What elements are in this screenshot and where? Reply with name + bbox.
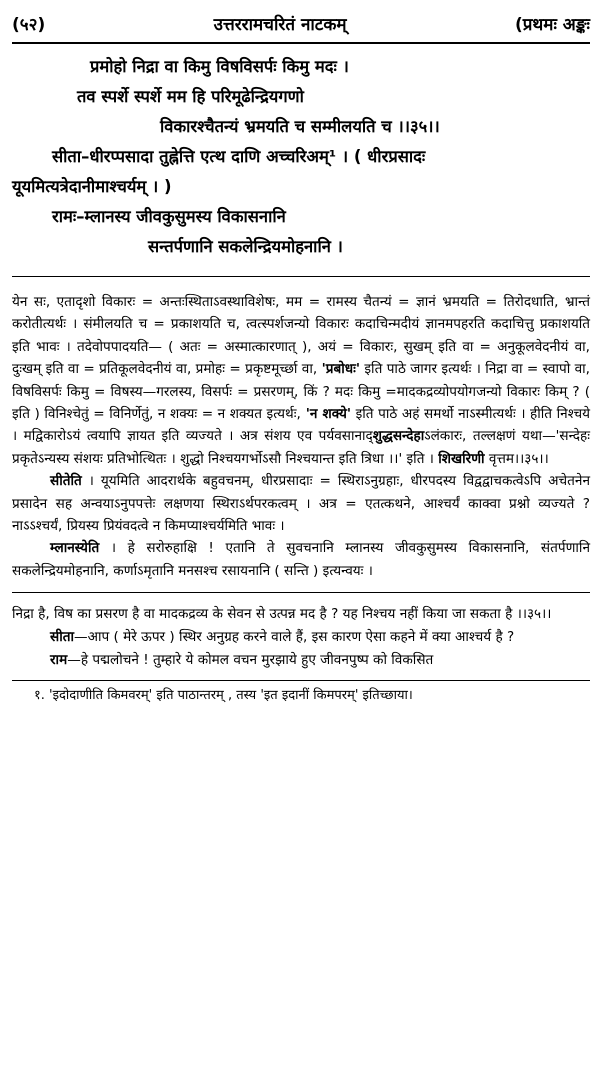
bold-term: 'न शक्ये' — [300, 406, 352, 423]
bold-term: सीतेति — [50, 473, 82, 490]
text-run: । यूयमिति आदरार्थके बहुवचनम्, धीरप्रसादाः = स्थिराऽनुग्रहाः, धीरपदस्य विद्वद्वाचकत्वेऽपि अचेतनेन प्रसादेन सह अन्वयाऽनुपपत्तेः लक्षणया स्थिराऽर्थपरकत्वम् । अत्र = एतत्कथने, आश्चर्यं काक्वा प्रश्नो व्यज्यते ? नाऽऽश्चर्यं, प्रियस्य प्रियंवदत्वे न किमप्याश्चर्यमिति भावः । — [12, 473, 590, 535]
hindi-rama — [12, 649, 590, 672]
bold-term: म्लानस्येति — [50, 540, 100, 557]
sita-dialogue-cont: यूयमित्यत्रेदानीमाश्चर्यम् । ) — [12, 177, 172, 196]
text-run: इति पाठे जागर इत्यर्थः । निद्रा वा = स्वापो वा, विषविसर्पः किमु = विषस्य—गरलस्य, विसर्पः = प्रसरणम्, किं ? मदः किमु =मादकद्रव्योपयोगजन्यो विकारः किम् ? ( इति ) विनिश्चेतुं = विनिर्णेतुं, न शक्यः = न शक्यत इत्यर्थः, — [12, 361, 590, 423]
verse-line-1: प्रमोहो निद्रा वा किमु विषविसर्पः किमु मदः । — [90, 57, 349, 76]
rama-dialogue: रामः–म्लानस्य जीवकुसुमस्य विकासनानि — [52, 207, 286, 226]
hindi-translation — [12, 603, 590, 672]
bold-term: 'प्रबोधः' — [321, 361, 361, 378]
text-run: । हे सरोरुहाक्षि ! एतानि ते सुवचनानि म्लानस्य जीवकुसुमस्य विकासनानि, संतर्पणानि सकलेन्द्रियमोहनानि, कर्णाऽमृतानि मनसश्च रसायनानि ( सन्ति ) इत्यन्वयः । — [12, 540, 590, 579]
commentary-rule — [12, 276, 590, 277]
text-run: —हे पद्मलोचने ! तुम्हारे ये कोमल वचन मुरझाये हुए जीवनपुष्प को विकसित — [67, 652, 434, 669]
act-label: (प्रथमः अङ्कः — [514, 14, 590, 35]
sanskrit-commentary — [12, 291, 590, 582]
speaker-name: सीता — [50, 629, 74, 646]
text-run: —आप ( मेरे ऊपर ) स्थिर अनुग्रह करने वाले हैं, इस कारण ऐसा कहने में क्या आश्चर्य है ? — [73, 629, 515, 646]
page-number: (५२) — [12, 14, 46, 35]
commentary-para-1 — [12, 291, 590, 470]
running-title: उत्तररामचरितं नाटकम् — [213, 14, 347, 35]
hindi-rule — [12, 592, 590, 593]
speaker-name: राम — [50, 652, 68, 669]
verse-line-2: तव स्पर्शे स्पर्शे मम हि परिमूढेन्द्रियगणो — [77, 87, 304, 106]
bold-term: शुद्धसन्देहा — [372, 428, 425, 445]
commentary-para-2 — [12, 470, 590, 537]
text-run: वृत्तम।।३५।। — [484, 450, 549, 467]
rama-dialogue-cont: सन्तर्पणानि सकलेन्द्रियमोहनानि । — [148, 237, 343, 256]
text-run: येन सः, एतादृशो विकारः = अन्तःस्थिताऽवस्थाविशेषः, मम = रामस्य चैतन्यं = ज्ञानं भ्रमयति = तिरोदधाति, भ्रान्तं करोतीत्यर्थः । संमीलयति च = प्रकाशयति च, त्वत्स्पर्शजन्यो विकारः कदाचिन्मदीयं ज्ञानमपहरति कदाचित्तु प्रकाशयति इति भावः । तदेवोपपादयति— ( अतः = अस्मात्कारणात् ), अयं = विकारः, सुखम् इति वा = अनुकूलवेदनीयं वा, दुःखम् इति वा = प्रतिकूलवेदनीयं वा, प्रमोहः = प्रकृष्टमूर्च्छा वा, — [12, 294, 590, 378]
footnote-rule — [12, 680, 590, 681]
verse-line-3: विकारश्चैतन्यं भ्रमयति च सम्मीलयति च ।।३५।। — [160, 117, 440, 136]
bold-term: शिखरिणी — [438, 450, 485, 467]
commentary-para-3 — [12, 537, 590, 582]
hindi-para-1: निद्रा है, विष का प्रसरण है वा मादकद्रव्य के सेवन से उत्पन्न मद है ? यह निश्चय नहीं किया जा सकता है ।।३५।। — [12, 606, 552, 623]
hindi-sita — [12, 626, 590, 649]
page-header — [12, 6, 590, 40]
sita-dialogue: सीता–धीरप्पसादा तुह्नेत्ति एत्थ दाणि अच्चरिअम्¹ । ( धीरप्रसादः — [52, 147, 426, 166]
verse-block — [12, 52, 590, 262]
header-rule — [12, 42, 590, 44]
footnote: १. 'इदोदाणीति किमवरम्' इति पाठान्तरम् , तस्य 'इत इदानीं किमपरम्' इतिच्छाया। — [34, 688, 413, 704]
text-run: ऽलंकारः, तल्लक्षणं यथा—'सन्देहः प्रकृतेऽन्यस्य संशयः प्रतिभोत्थितः । शुद्धो निश्चयगर्भोऽसौ निश्चयान्त इति त्रिधा ।।' इति । — [12, 428, 590, 467]
text-run: इति पाठे अहं समर्थो नाऽस्मीत्यर्थः । हीति निश्चये । मद्विकारोऽयं त्वयापि ज्ञायत इति व्यज्यते । अत्र संशय एव पर्यवसानाद् — [12, 406, 590, 445]
